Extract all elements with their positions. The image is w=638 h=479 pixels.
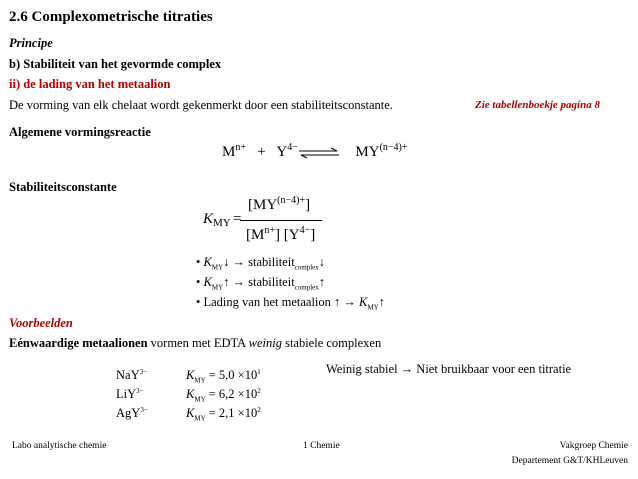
monovalent-statement	[9, 336, 381, 351]
equilibrium-arrow-icon	[297, 146, 341, 160]
weinig-stabiel-note: Weinig stabiel → Niet bruikbaar voor een titratie	[326, 362, 572, 376]
reaction-metal-charge: n+	[235, 142, 246, 153]
numerator-charge: (n−4)+	[277, 195, 306, 206]
bullet-marker: •	[196, 275, 204, 289]
bullet-item	[196, 275, 325, 292]
reaction-complex: MY	[355, 144, 380, 160]
k-exponent: 2	[257, 387, 261, 395]
fraction-line	[240, 220, 322, 221]
example-ion	[116, 406, 148, 421]
bullet-arrow: ↓	[318, 255, 326, 269]
bullet-arrow: ↑	[318, 275, 326, 289]
denominator-y-charge: 4−	[299, 225, 311, 236]
monovalent-mid: vormen met EDTA	[147, 336, 249, 350]
stability-title: Stabiliteitsconstante	[9, 180, 117, 194]
k-exponent: 1	[257, 368, 261, 376]
footer-department: Vakgroep Chemie	[559, 441, 628, 451]
formula-numerator	[248, 195, 310, 214]
k-symbol: K	[186, 368, 195, 382]
monovalent-italic: weinig	[248, 336, 282, 350]
denominator-m-charge: n+	[264, 225, 275, 236]
example-k-value	[186, 406, 261, 423]
bullet-item	[196, 255, 325, 272]
page-title: 2.6 Complexometrische titraties	[9, 9, 213, 25]
bullet-sub: complex	[294, 283, 319, 292]
bullet-text: ↓ → stabiliteit	[223, 255, 295, 269]
denominator-m: [M	[246, 227, 265, 243]
footer-institution: Departement G&T/KHLeuven	[511, 456, 628, 466]
reaction-ligand: Y	[276, 144, 288, 160]
k-sub: MY	[194, 376, 206, 385]
bullet-sub: complex	[294, 263, 319, 272]
bullet-text: ↑ → stabiliteit	[223, 275, 295, 289]
ion-charge: 3−	[140, 406, 148, 414]
bullet-text: • Lading van het metaalion ↑ →	[196, 295, 360, 309]
footer-left: Labo analytische chemie	[12, 441, 107, 451]
bullet-k: K	[203, 255, 212, 269]
bullet-k: K	[203, 275, 212, 289]
denominator-y: [Y	[283, 227, 300, 243]
bullet-arrow: ↑	[378, 295, 385, 309]
formula-k-sub: MY	[213, 217, 231, 229]
ion-charge: 3−	[136, 387, 144, 395]
reaction-metal: M	[222, 144, 236, 160]
footer-page: 1 Chemie	[303, 441, 340, 451]
k-sub: MY	[194, 414, 206, 423]
bullet-k-sub: MY	[367, 303, 379, 312]
bullet-k-sub: MY	[211, 263, 224, 272]
denominator-m-close: ]	[274, 227, 280, 243]
example-k-value	[186, 368, 261, 385]
examples-heading: Voorbeelden	[9, 316, 73, 330]
subheading-ii: ii) de lading van het metaalion	[9, 77, 171, 91]
numerator-my: [MY	[248, 197, 278, 213]
ion-name: LiY	[116, 387, 137, 401]
formula-denominator	[246, 225, 315, 244]
k-exponent: 2	[257, 406, 261, 414]
bullet-marker: •	[196, 255, 204, 269]
example-ion	[116, 387, 144, 402]
bullet-k-sub: MY	[211, 283, 224, 292]
k-value: = 2,1 ×10	[205, 406, 258, 420]
reaction-ligand-charge: 4−	[287, 142, 298, 153]
example-ion	[116, 368, 147, 383]
k-symbol: K	[186, 406, 195, 420]
k-value: = 6,2 ×10	[205, 387, 258, 401]
ion-name: AgY	[116, 406, 141, 420]
numerator-close: ]	[305, 197, 311, 213]
bullet-k: K	[359, 295, 368, 309]
description-text: De vorming van elk chelaat wordt gekenmerkt door een stabiliteitsconstante.	[9, 98, 393, 112]
subheading-b: b) Stabiliteit van het gevormde complex	[9, 57, 222, 71]
ion-name: NaY	[116, 368, 140, 382]
formula-k	[203, 211, 231, 229]
reference-note: Zie tabellenboekje pagina 8	[475, 99, 600, 111]
k-sub: MY	[194, 395, 206, 404]
ion-charge: 3−	[139, 368, 148, 376]
formula-k-symbol: K	[203, 211, 214, 227]
section-principe: Principe	[9, 36, 53, 50]
monovalent-bold: Eénwaardige metaalionen	[9, 336, 148, 350]
k-symbol: K	[186, 387, 195, 401]
bullet-item	[196, 295, 385, 312]
reaction-plus: +	[257, 144, 266, 160]
k-value: = 5,0 ×10	[205, 368, 258, 382]
example-k-value	[186, 387, 261, 404]
formula-equals: =	[233, 211, 242, 227]
denominator-y-close: ]	[310, 227, 316, 243]
general-reaction-title: Algemene vormingsreactie	[9, 125, 151, 139]
monovalent-end: stabiele complexen	[281, 336, 382, 350]
reaction-complex-charge: (n−4)+	[379, 142, 408, 153]
